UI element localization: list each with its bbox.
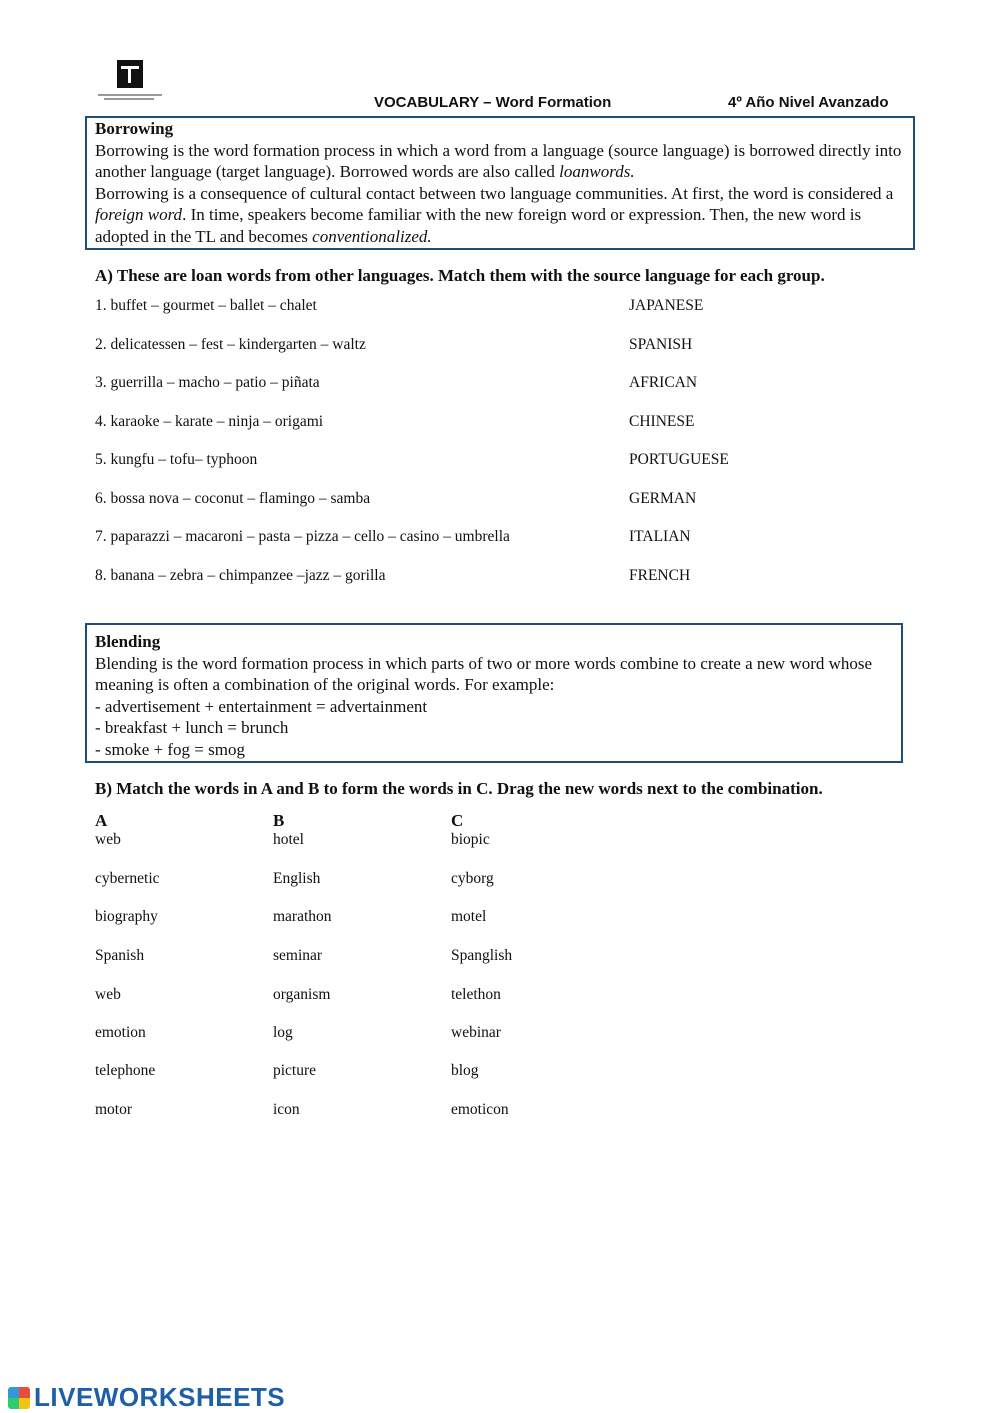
loanword-group: 2. delicatessen – fest – kindergarten – waltz bbox=[95, 336, 366, 353]
blending-box bbox=[85, 623, 903, 763]
draggable-word[interactable]: emoticon bbox=[451, 1101, 509, 1118]
language-option[interactable]: CHINESE bbox=[629, 413, 695, 430]
column-b-word: seminar bbox=[273, 947, 323, 964]
column-b-word: marathon bbox=[273, 908, 332, 925]
column-b-word: icon bbox=[273, 1101, 300, 1118]
language-option[interactable]: AFRICAN bbox=[629, 374, 698, 391]
language-option[interactable]: ITALIAN bbox=[629, 528, 691, 545]
borrowing-title: Borrowing bbox=[95, 119, 174, 138]
column-b-word: organism bbox=[273, 986, 331, 1003]
column-a-word: Spanish bbox=[95, 947, 145, 964]
loanword-group: 1. buffet – gourmet – ballet – chalet bbox=[95, 297, 317, 314]
column-a-word: cybernetic bbox=[95, 870, 160, 887]
column-b-word: English bbox=[273, 870, 321, 887]
column-c-header: C bbox=[451, 811, 464, 830]
column-b-word: hotel bbox=[273, 831, 304, 848]
loanword-group: 4. karaoke – karate – ninja – origami bbox=[95, 413, 324, 430]
page-title: VOCABULARY – Word Formation bbox=[374, 94, 612, 111]
blending-example: - smoke + fog = smog bbox=[95, 739, 245, 759]
column-b-word: log bbox=[273, 1024, 293, 1041]
liveworksheets-icon bbox=[8, 1387, 30, 1409]
loanword-group: 5. kungfu – tofu– typhoon bbox=[95, 451, 258, 468]
draggable-word[interactable]: Spanglish bbox=[451, 947, 513, 964]
draggable-word[interactable]: motel bbox=[451, 908, 487, 925]
section-a-title: A) These are loan words from other languages. Match them with the source language for each group. bbox=[95, 266, 825, 285]
blending-example: - breakfast + lunch = brunch bbox=[95, 718, 289, 737]
borrowing-paragraph-1: Borrowing is the word formation process in which a word from a language (source language) is borrowed directly into another language (target language). Borrowed words are also called loanwords. bbox=[95, 140, 902, 181]
section-b-title: B) Match the words in A and B to form the words in C. Drag the new words next to the combination. bbox=[95, 779, 823, 798]
blending-example: - advertisement + entertainment = advertainment bbox=[95, 696, 428, 716]
column-a-word: biography bbox=[95, 908, 158, 925]
loanword-group: 8. banana – zebra – chimpanzee –jazz – gorilla bbox=[95, 567, 386, 584]
column-a-word: telephone bbox=[95, 1062, 156, 1079]
loanword-group: 6. bossa nova – coconut – flamingo – samba bbox=[95, 490, 371, 507]
blending-title: Blending bbox=[95, 632, 161, 651]
borrowing-box bbox=[85, 116, 915, 250]
column-a-header: A bbox=[95, 811, 108, 830]
liveworksheets-brand: LIVEWORKSHEETS bbox=[34, 1382, 286, 1412]
language-option[interactable]: SPANISH bbox=[629, 336, 693, 353]
column-a-word: motor bbox=[95, 1101, 133, 1118]
draggable-word[interactable]: blog bbox=[451, 1062, 479, 1079]
draggable-word[interactable]: telethon bbox=[451, 986, 501, 1003]
language-option[interactable]: JAPANESE bbox=[629, 297, 704, 314]
course-level: 4º Año Nivel Avanzado bbox=[728, 94, 889, 111]
column-a-word: emotion bbox=[95, 1024, 146, 1041]
language-option[interactable]: FRENCH bbox=[629, 567, 691, 584]
blending-paragraph: Blending is the word formation process in which parts of two or more words combine to create a new word whose meaning is often a combination of the original words. For example: bbox=[95, 653, 873, 694]
loanword-group: 7. paparazzi – macaroni – pasta – pizza – cello – casino – umbrella bbox=[95, 528, 510, 545]
draggable-word[interactable]: cyborg bbox=[451, 870, 494, 887]
column-b-word: picture bbox=[273, 1062, 317, 1079]
loanword-group: 3. guerrilla – macho – patio – piñata bbox=[95, 374, 320, 391]
school-logo bbox=[112, 60, 164, 104]
language-option[interactable]: PORTUGUESE bbox=[629, 451, 729, 468]
borrowing-paragraph-2: Borrowing is a consequence of cultural contact between two language communities. At first, the word is considered a foreign word. In time, speakers become familiar with the new foreign word or expression. Then, the new word is adopted in the TL and becomes conventionalized. bbox=[95, 183, 894, 246]
language-option[interactable]: GERMAN bbox=[629, 490, 697, 507]
draggable-word[interactable]: webinar bbox=[451, 1024, 501, 1041]
column-b-header: B bbox=[273, 811, 285, 830]
column-a-word: web bbox=[95, 831, 121, 848]
column-a-word: web bbox=[95, 986, 121, 1003]
draggable-word[interactable]: biopic bbox=[451, 831, 490, 848]
logo-mark-icon bbox=[117, 60, 143, 88]
liveworksheets-logo[interactable] bbox=[8, 1382, 285, 1413]
